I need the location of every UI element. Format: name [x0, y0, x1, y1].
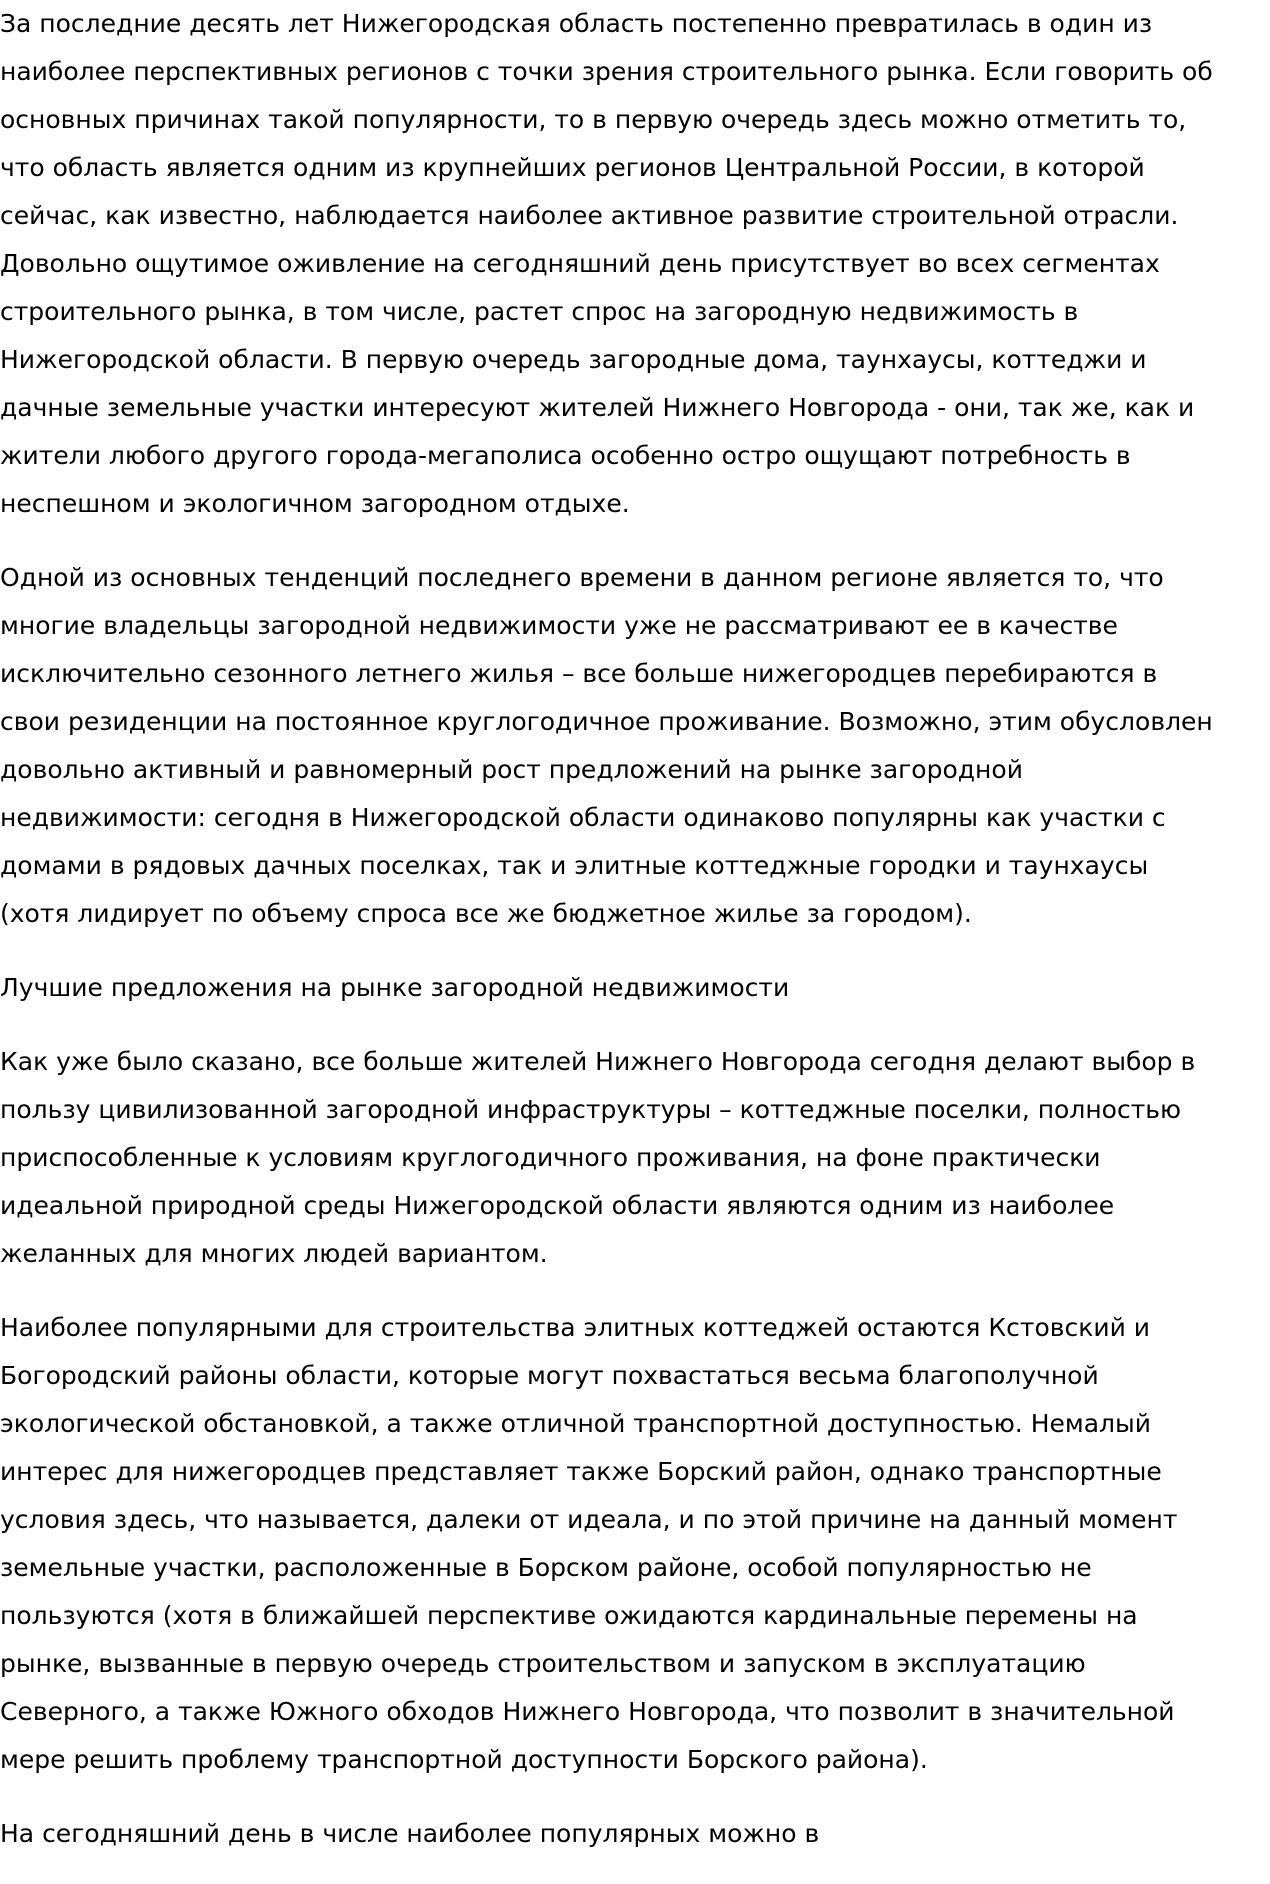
text-line: строительного рынка, в том числе, растет спрос на загородную недвижимость в — [0, 297, 1079, 326]
text-line: мере решить проблему транспортной доступности Борского района). — [0, 1745, 928, 1774]
text-line: земельные участки, расположенные в Борском районе, особой популярностью не — [0, 1553, 1092, 1582]
text-line: дачные земельные участки интересуют жителей Нижнего Новгорода - они, так же, как и — [0, 393, 1195, 422]
text-line: пользуются (хотя в ближайшей перспективе ожидаются кардинальные перемены на — [0, 1601, 1138, 1630]
text-line: За последние десять лет Нижегородская область постепенно превратилась в один из — [0, 9, 1153, 38]
text-line: Богородский районы области, которые могут похвастаться весьма благополучной — [0, 1361, 1099, 1390]
text-line: интерес для нижегородцев представляет также Борский район, однако транспортные — [0, 1457, 1162, 1486]
text-line: Довольно ощутимое оживление на сегодняшний день присутствует во всех сегментах — [0, 249, 1160, 278]
text-line: Нижегородской области. В первую очередь загородные дома, таунхаусы, коттеджи и — [0, 345, 1147, 374]
text-line: исключительно сезонного летнего жилья – все больше нижегородцев перебираются в — [0, 659, 1158, 688]
text-line: жители любого другого города-мегаполиса особенно остро ощущают потребность в — [0, 441, 1131, 470]
text-line: недвижимости: сегодня в Нижегородской области одинаково популярны как участки с — [0, 803, 1166, 832]
text-line: идеальной природной среды Нижегородской области являются одним из наиболее — [0, 1191, 1115, 1220]
text-line: наиболее перспективных регионов с точки зрения строительного рынка. Если говорить об — [0, 57, 1213, 86]
text-line: рынке, вызванные в первую очередь строительством и запуском в эксплуатацию — [0, 1649, 1086, 1678]
text-line: сейчас, как известно, наблюдается наиболее активное развитие строительной отрасли. — [0, 201, 1179, 230]
text-line: неспешном и экологичном загородном отдыхе. — [0, 489, 630, 518]
paragraph-4 — [0, 1304, 1270, 1784]
text-line: что область является одним из крупнейших регионов Центральной России, в которой — [0, 153, 1145, 182]
section-heading — [0, 964, 1270, 1012]
text-line: Наиболее популярными для строительства элитных коттеджей остаются Кстовский и — [0, 1313, 1151, 1342]
text-line: экологической обстановкой, а также отличной транспортной доступностью. Немалый — [0, 1409, 1152, 1438]
paragraph-3 — [0, 1038, 1270, 1278]
text-line: На сегодняшний день в числе наиболее популярных можно в — [0, 1819, 820, 1848]
text-line: (хотя лидирует по объему спроса все же бюджетное жилье за городом). — [0, 899, 972, 928]
text-line: довольно активный и равномерный рост предложений на рынке загородной — [0, 755, 1023, 784]
text-line: Северного, а также Южного обходов Нижнего Новгорода, что позволит в значительной — [0, 1697, 1175, 1726]
text-line: условия здесь, что называется, далеки от идеала, и по этой причине на данный момент — [0, 1505, 1178, 1534]
text-line: домами в рядовых дачных поселках, так и элитные коттеджные городки и таунхаусы — [0, 851, 1149, 880]
text-line: пользу цивилизованной загородной инфраструктуры – коттеджные поселки, полностью — [0, 1095, 1182, 1124]
paragraph-5 — [0, 1810, 1270, 1858]
text-line: многие владельцы загородной недвижимости уже не рассматривают ее в качестве — [0, 611, 1118, 640]
text-line: Как уже было сказано, все больше жителей Нижнего Новгорода сегодня делают выбор в — [0, 1047, 1196, 1076]
paragraph-1 — [0, 0, 1270, 528]
text-line: основных причинах такой популярности, то в первую очередь здесь можно отметить то, — [0, 105, 1187, 134]
text-line: желанных для многих людей вариантом. — [0, 1239, 548, 1268]
text-line: приспособленные к условиям круглогодичного проживания, на фоне практически — [0, 1143, 1101, 1172]
text-line: Одной из основных тенденций последнего времени в данном регионе является то, что — [0, 563, 1164, 592]
text-line: Лучшие предложения на рынке загородной недвижимости — [0, 973, 790, 1002]
paragraph-2 — [0, 554, 1270, 938]
text-line: свои резиденции на постоянное круглогодичное проживание. Возможно, этим обусловлен — [0, 707, 1213, 736]
